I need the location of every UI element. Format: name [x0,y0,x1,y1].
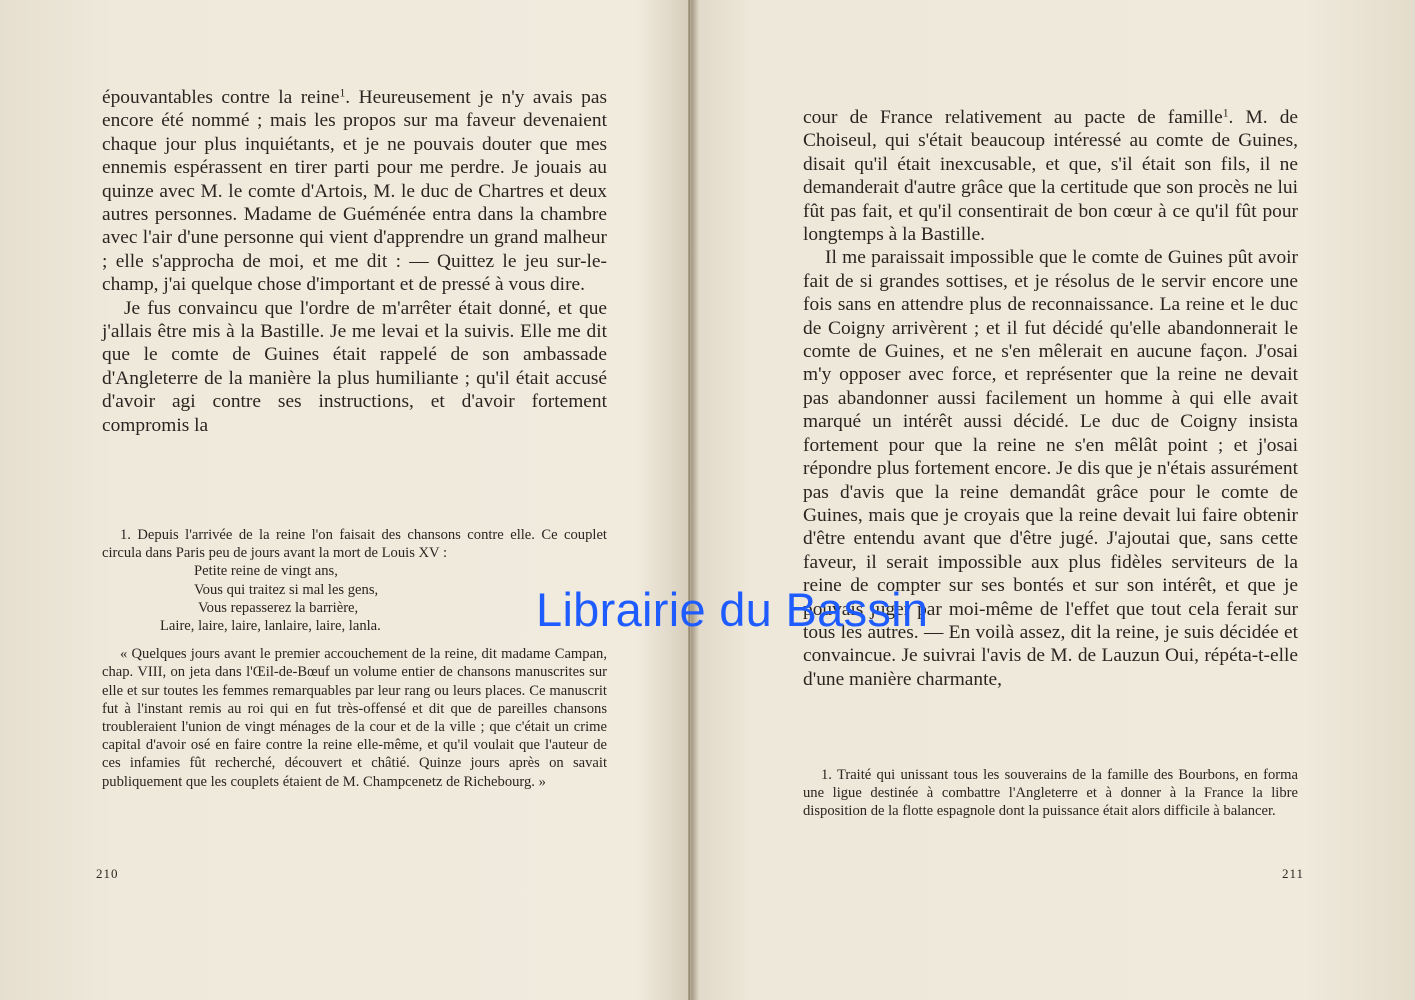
poem-line: Petite reine de vingt ans, [194,563,338,580]
left-paragraph-1: épouvantables contre la reine$^1$. Heureusement je n'y avais pas encore été nommé ; mais les propos sur ma faveur devenaient chaque jour plus inquiétants, et je ne pouvais douter que mes ennemis espérassent en tirer parti pour me perdre. Je jouais au quinze avec M. le comte d'Artois, M. le duc de Chartres et deux autres personnes. Madame de Guéménée entra dans la chambre avec l'air d'une personne qui vient d'apprendre un grand malheur ; elle s'approcha de moi, et me dit : — Quittez le jeu sur-le-champ, j'ai quelque chose d'important et de pressé à vous dire. [102,86,607,296]
page-number-left: 210 [96,866,119,881]
left-footnotes [102,526,607,791]
right-paragraph-2: Il me paraissait impossible que le comte de Guines pût avoir fait de si grandes sottises, et je résolus de le servir encore une fois sans en attendre plus de reconnaissance. La reine et le duc de Coigny arrivèrent ; et il fut décidé qu'elle abandonnerait le comte de Guines, et ne s'en mêlerait en aucune façon. J'osai m'y opposer avec force, et représenter que la reine ne devait pas abandonner aussi facilement un homme à qui elle avait marqué un intérêt aussi décidé. Le duc de Coigny insista fortement pour que la reine ne s'en mêlât point ; et j'osai répondre plus fortement encore. Je dis que je n'étais assurément pas d'avis que la reine demandât grâce pour le comte de Guines, mais que je croyais que la reine devait lui faire obtenir d'être entendu avant que d'être jugé. J'ajoutai que, sans cette faveur, il serait impossible aux plus fidèles serviteurs de la reine de compter sur ses bontés et sur son intérêt, et que je pouvais juger par moi-même de l'effet que tout cela ferait sur tous les autres. — En voilà assez, dit la reine, je suis décidée et convaincue. Je suivrai l'avis de M. de Lauzun Oui, répéta-t-elle d'une manière charmante, [803,247,1298,690]
left-paragraph-1-rest: Heureusement je n'y avais pas encore été nommé ; mais les propos sur ma faveur devenaient chaque jour plus inquiétants, et je ne pouvais douter que mes ennemis espérassent en tirer parti pour me perdre. Je jouais au quinze avec M. le comte d'Artois, M. le duc de Chartres et deux autres personnes. Madame de Guéménée entra dans la chambre avec l'air d'une personne qui vient d'apprendre un grand malheur ; elle s'approcha de moi, et me dit : — Quittez le jeu sur-le-champ, j'ai quelque chose d'important et de pressé à vous dire. [102,87,607,296]
left-footnote-1: 1. Depuis l'arrivée de la reine l'on faisait des chansons contre elle. Ce couplet circula dans Paris peu de jours avant la mort de Louis XV : [102,527,607,562]
left-page [96,0,607,1000]
book-gutter [688,0,691,1000]
left-paragraph-2: Je fus convaincu que l'ordre de m'arrêter était donné, et que j'allais être mis à la Bastille. Je me levai et la suivis. Elle me dit que le comte de Guines était rappelé de son ambassade d'Angleterre de la manière la plus humiliante ; qu'il était accusé d'avoir agi contre ses instructions, et d'avoir fortement compromis la [102,297,607,436]
right-paragraph-1-start: cour de France relativement au pacte de famille [803,107,1223,128]
right-paragraph-1-rest: M. de Choiseul, qui s'était beaucoup intéressé au comte de Guines, disait qu'il était inexcusable, et que, s'il était son fils, il ne demanderait d'autre grâce que la certitude que son procès ne lui fût pas fait, et qu'il consentirait de bon cœur à ce qu'il fût pour longtemps à la Bastille. [803,107,1298,246]
footnote-ref-1: 1 [1222,106,1229,120]
page-number-right: 211 [1281,866,1304,881]
poem-line: Vous qui traitez si mal les gens, [194,581,379,598]
left-footnote-quote: « Quelques jours avant le premier accouchement de la reine, dit madame Campan, chap. VIII, on jeta dans l'Œil-de-Bœuf un volume entier de chansons manuscrites sur elle et sur toutes les femmes remarquables par leur rang ou leurs places. Ce manuscrit fut à l'instant remis au roi qui en fut très-offensé et dit que de pareilles chansons troubleraient l'union de vingt ménages de la cour et de la ville ; que c'était un crime capital d'avoir osé en faire contre la reine elle-même, et qu'il voulait que l'auteur de ces infamies fût recherché, découvert et châtié. Quinze jours après on savait publiquement que les couplets étaient de M. Champcenetz de Richebourg. » [102,646,607,790]
watermark-text: Librairie du Bassin [536,583,929,636]
right-page [803,0,1304,1000]
left-paragraph-1-start: épouvantables contre la reine [102,87,340,108]
right-footnote-1: 1. Traité qui unissant tous les souverains de la famille des Bourbons, en forma une ligue destinée à combattre l'Angleterre et à donner à la France la libre disposition de la flotte espagnole dont la puissance était alors difficile à balancer. [803,767,1298,820]
poem-line: Laire, laire, laire, lanlaire, laire, lanla. [160,618,381,635]
right-paragraph-1: cour de France relativement au pacte de famille$^1$. M. de Choiseul, qui s'était beaucoup intéressé au comte de Guines, disait qu'il était inexcusable, et que, s'il était son fils, il ne demanderait d'autre grâce que la certitude que son procès ne lui fût pas fait, et qu'il consentirait de bon cœur à ce qu'il fût pour longtemps à la Bastille. [803,106,1298,246]
right-footnotes [803,766,1298,821]
left-main-text [102,86,607,437]
footnote-ref-1: 1 [339,86,346,100]
poem-line: Vous repasserez la barrière, [198,599,359,616]
